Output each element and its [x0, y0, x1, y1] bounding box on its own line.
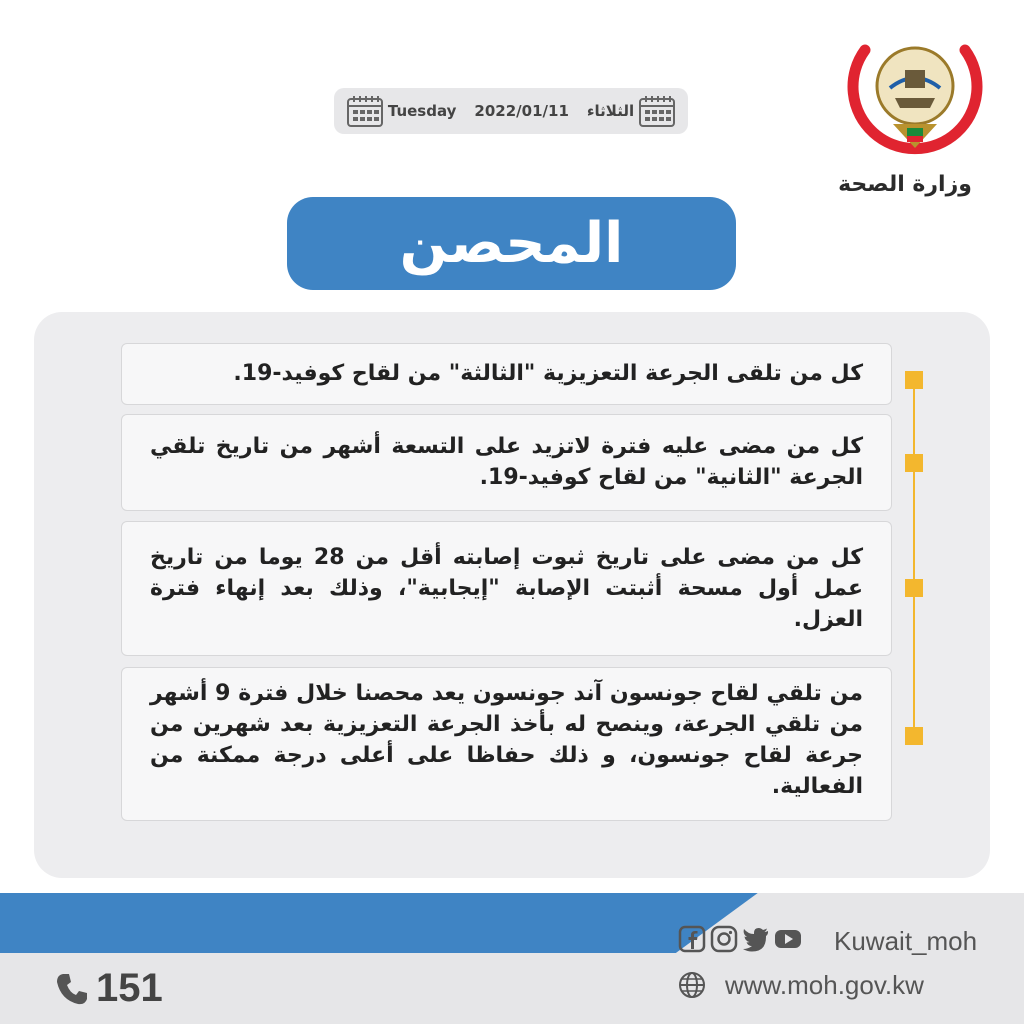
- social-handle[interactable]: Kuwait_moh: [834, 926, 978, 956]
- globe-icon: [678, 971, 706, 999]
- criterion-card: كل من تلقى الجرعة التعزيزية "الثالثة" من لقاح كوفيد-19.: [121, 343, 892, 405]
- criterion-card: كل من مضى على تاريخ ثبوت إصابته أقل من 28 يوما من تاريخ عمل أول مسحة أثبتت الإصابة "إيجابية"، وذلك بعد إنهاء فترة العزل.: [121, 521, 892, 656]
- phone-icon: [55, 972, 89, 1006]
- youtube-icon[interactable]: [774, 925, 802, 953]
- social-links: [678, 925, 802, 953]
- twitter-icon[interactable]: [742, 925, 770, 953]
- website-link[interactable]: www.moh.gov.kw: [725, 970, 924, 1000]
- date-bar: [334, 88, 688, 134]
- calendar-icon: [346, 94, 384, 128]
- ministry-name: وزارة الصحة: [838, 172, 972, 197]
- title-banner: [287, 197, 736, 290]
- ministry-logo: [835, 28, 995, 168]
- instagram-icon[interactable]: [710, 925, 738, 953]
- criterion-card: كل من مضى عليه فترة لاتزيد على التسعة أشهر من تاريخ تلقي الجرعة "الثانية" من لقاح كوفيد-19.: [121, 414, 892, 511]
- criterion-card: من تلقي لقاح جونسون آند جونسون يعد محصنا خلال فترة 9 أشهر من تلقي الجرعة، وينصح له بأخذ الجرعة التعزيزية بعد شهرين من جرعة لقاح جونسون، و ذلك حفاظا على أعلى درجة ممكنة من الفعالية.: [121, 667, 892, 821]
- date-value: 2022/01/11: [474, 102, 569, 120]
- timeline-marker: [905, 579, 923, 597]
- hotline-number[interactable]: 151: [96, 966, 163, 1010]
- calendar-icon: [638, 94, 676, 128]
- date-day-ar: الثلاثاء: [586, 102, 635, 120]
- date-day-en: Tuesday: [387, 102, 457, 120]
- timeline-marker: [905, 727, 923, 745]
- timeline-marker: [905, 371, 923, 389]
- timeline-line: [913, 378, 915, 738]
- page-title: المحصن: [399, 211, 624, 276]
- timeline-marker: [905, 454, 923, 472]
- facebook-icon[interactable]: [678, 925, 706, 953]
